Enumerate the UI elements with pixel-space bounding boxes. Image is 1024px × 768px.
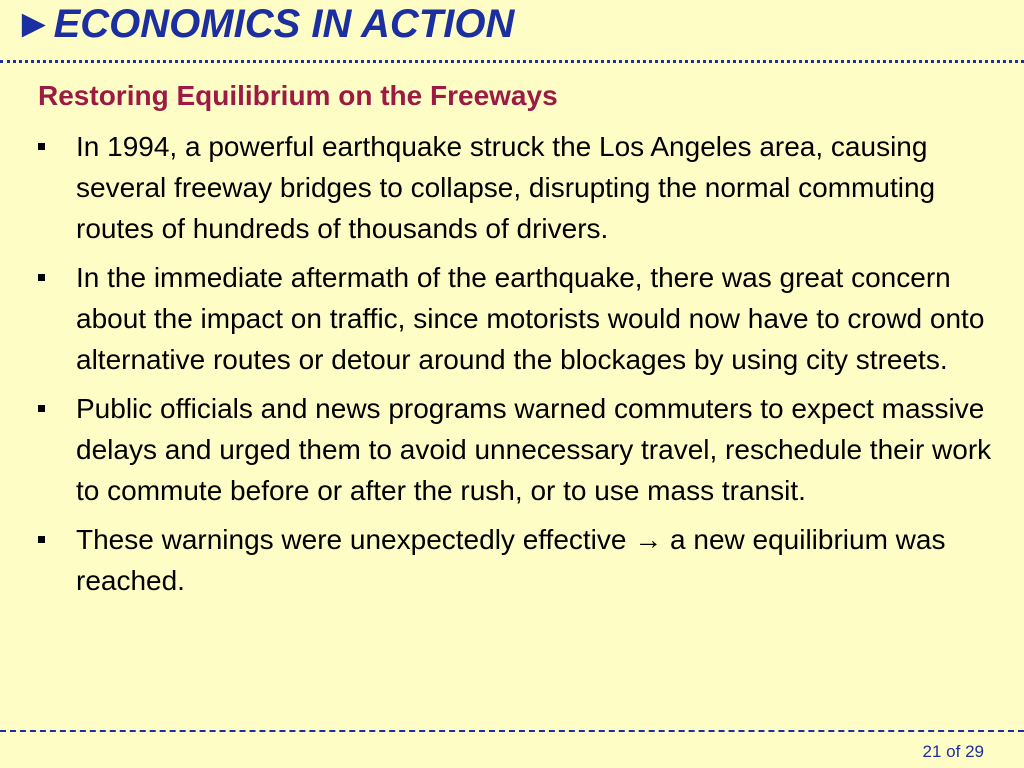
bullet-square-icon: [38, 274, 45, 281]
list-item: [38, 126, 998, 249]
list-item: [38, 519, 998, 601]
slide-title: [14, 0, 514, 48]
page-number: 21 of 29: [922, 742, 984, 761]
bullet-text: In 1994, a powerful earthquake struck the Los Angeles area, causing several freeway bridges to collapse, disrupting the normal commuting routes of hundreds of thousands of drivers.: [76, 131, 936, 244]
triangle-marker-icon: ►: [14, 2, 54, 46]
title-divider: [0, 60, 1024, 63]
slide-subtitle: Restoring Equilibrium on the Freeways: [38, 80, 558, 111]
bullet-square-icon: [38, 536, 45, 543]
bullet-text: In the immediate aftermath of the earthquake, there was great concern about the impact on traffic, since motorists would now have to crowd onto alternative routes or detour around the blockages by using city streets.: [76, 262, 985, 375]
list-item: [38, 257, 998, 380]
footer-divider: [0, 730, 1024, 732]
bullet-square-icon: [38, 405, 45, 412]
bullet-list: [38, 126, 998, 609]
bullet-text: These warnings were unexpectedly effective → a new equilibrium was reached.: [76, 524, 946, 596]
bullet-square-icon: [38, 143, 45, 150]
slide-title-text: ECONOMICS IN ACTION: [53, 2, 515, 46]
bullet-text: Public officials and news programs warned commuters to expect massive delays and urged them to avoid unnecessary travel, reschedule their work to commute before or after the rush, or to use mass transit.: [76, 393, 992, 506]
list-item: [38, 388, 998, 511]
